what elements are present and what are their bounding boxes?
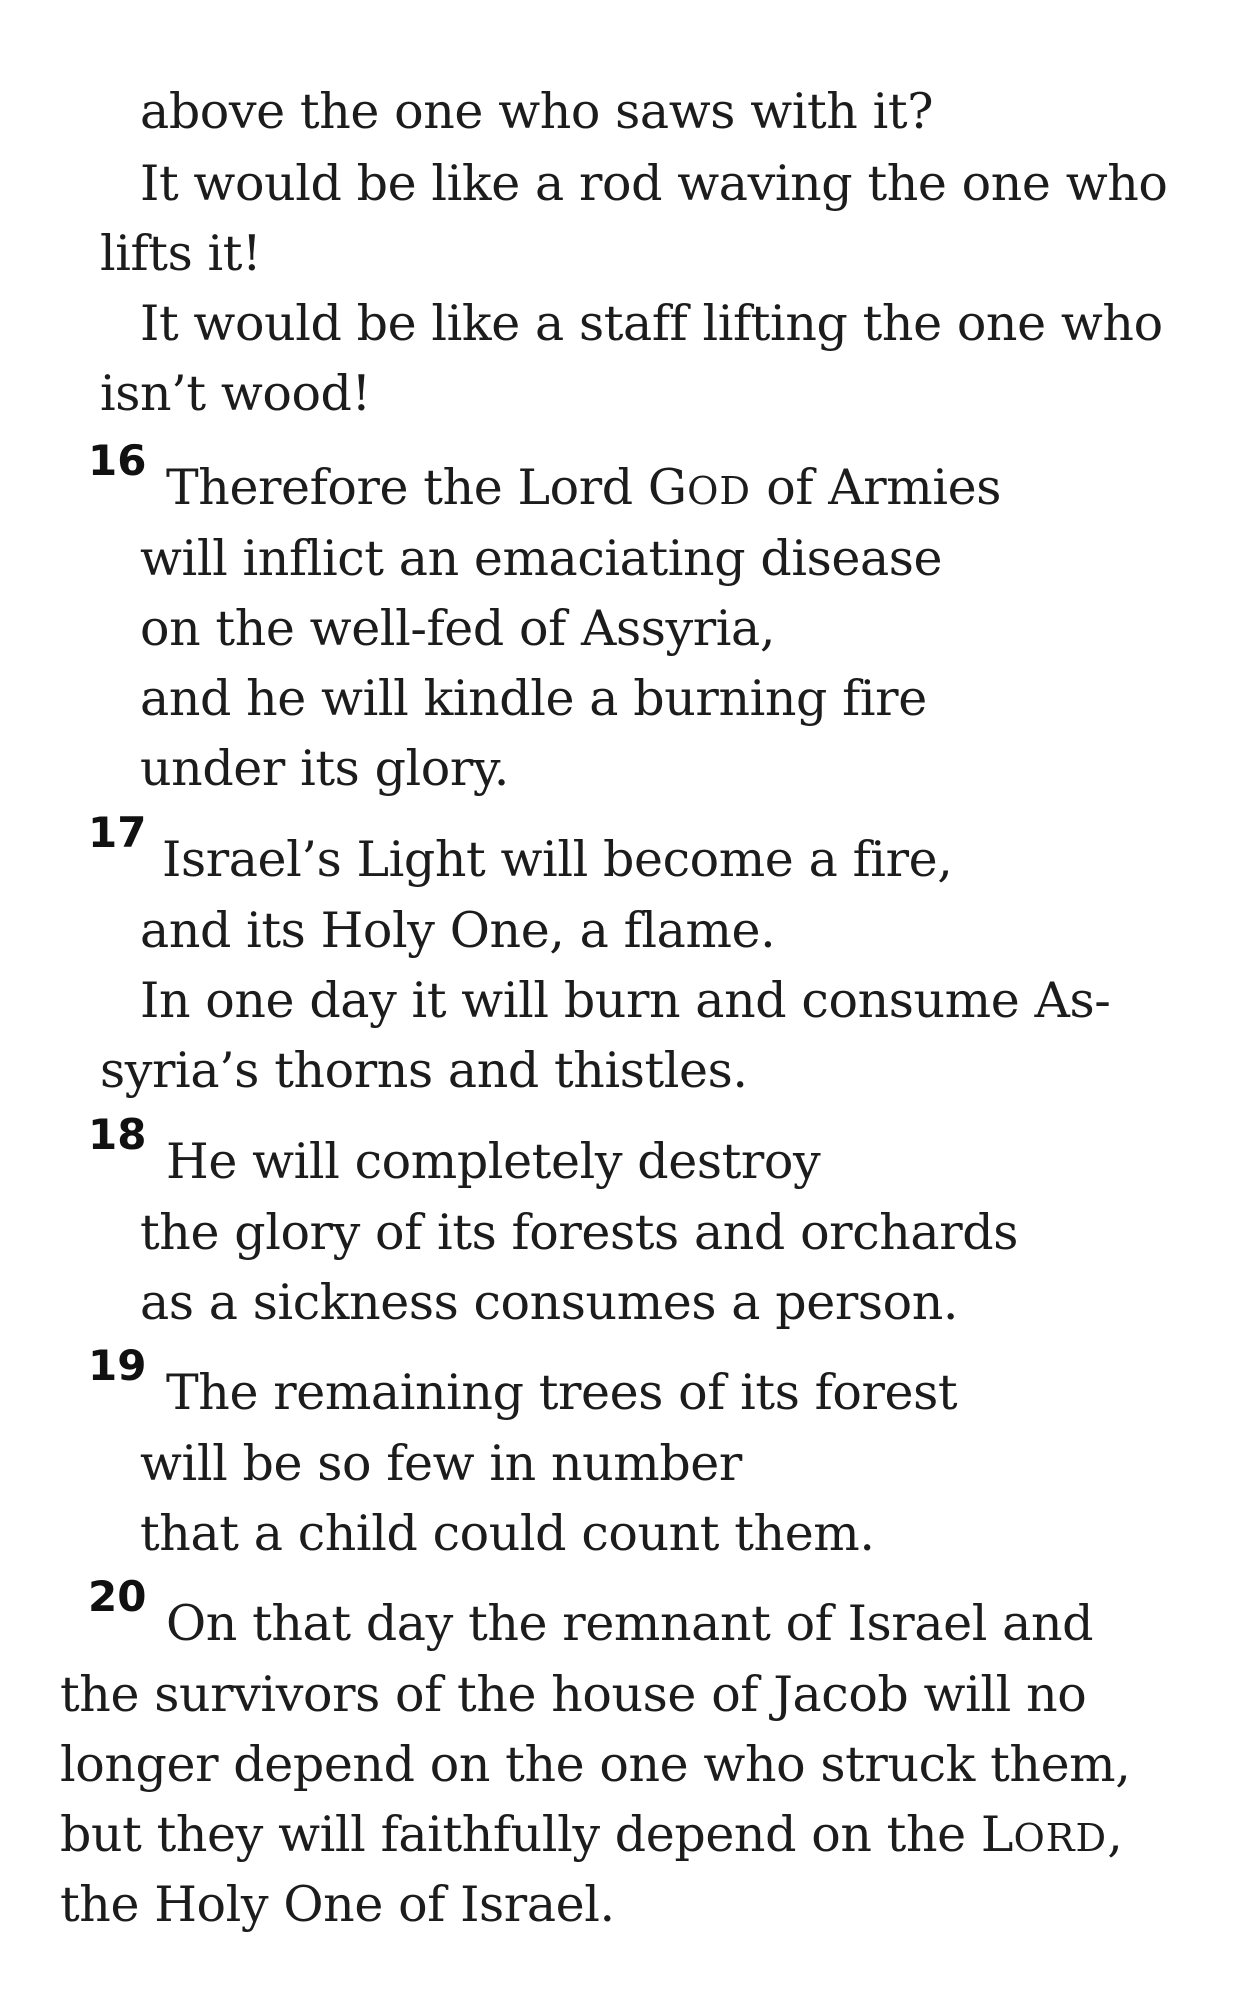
text-line: isn’t wood! (100, 365, 371, 422)
text-segment: , (1107, 1806, 1123, 1863)
divine-name-initial: L (980, 1806, 1014, 1863)
text-line: the survivors of the house of Jacob will no (60, 1666, 1087, 1723)
text-line: will be so few in number (140, 1435, 742, 1492)
text-line: He will completely destroy (166, 1133, 821, 1190)
text-line (60, 1799, 1122, 1871)
verse-number-20: 20 (88, 1572, 147, 1621)
text-line: It would be like a rod waving the one who (140, 155, 1168, 212)
text-line: Israel’s Light will become a fire, (162, 831, 953, 888)
verse-number-18: 18 (88, 1110, 147, 1159)
verse-number-16: 16 (88, 436, 147, 485)
text-line: under its glory. (140, 740, 509, 797)
text-line: and its Holy One, a flame. (140, 902, 776, 959)
text-segment: Therefore the Lord (166, 459, 648, 516)
verse-number-19: 19 (88, 1341, 147, 1390)
text-segment: of Armies (751, 459, 1001, 516)
divine-name-rest: ORD (1013, 1817, 1108, 1861)
text-line: and he will kindle a burning fire (140, 670, 927, 727)
text-segment: but they will faithfully depend on the (60, 1806, 981, 1863)
divine-name-god (647, 459, 752, 516)
text-line: will inflict an emaciating disease (140, 530, 943, 587)
text-line: the Holy One of Israel. (60, 1876, 615, 1933)
text-line (166, 452, 1001, 524)
text-line: the glory of its forests and orchards (140, 1204, 1018, 1261)
text-line: as a sickness consumes a person. (140, 1274, 959, 1331)
verse-number-17: 17 (88, 808, 147, 857)
text-line: syria’s thorns and thistles. (100, 1042, 748, 1099)
text-line: lifts it! (100, 225, 262, 282)
text-line: On that day the remnant of Israel and (166, 1595, 1094, 1652)
divine-name-lord (980, 1806, 1108, 1863)
text-line: above the one who saws with it? (140, 83, 934, 140)
text-line: longer depend on the one who struck them, (60, 1736, 1131, 1793)
text-line: that a child could count them. (140, 1505, 875, 1562)
text-line: The remaining trees of its forest (166, 1364, 958, 1421)
text-line: In one day it will burn and consume As- (140, 972, 1111, 1029)
text-line: on the well-fed of Assyria, (140, 600, 776, 657)
text-line: It would be like a staff lifting the one who (140, 295, 1163, 352)
divine-name-rest: OD (687, 470, 752, 514)
divine-name-initial: G (647, 459, 688, 516)
